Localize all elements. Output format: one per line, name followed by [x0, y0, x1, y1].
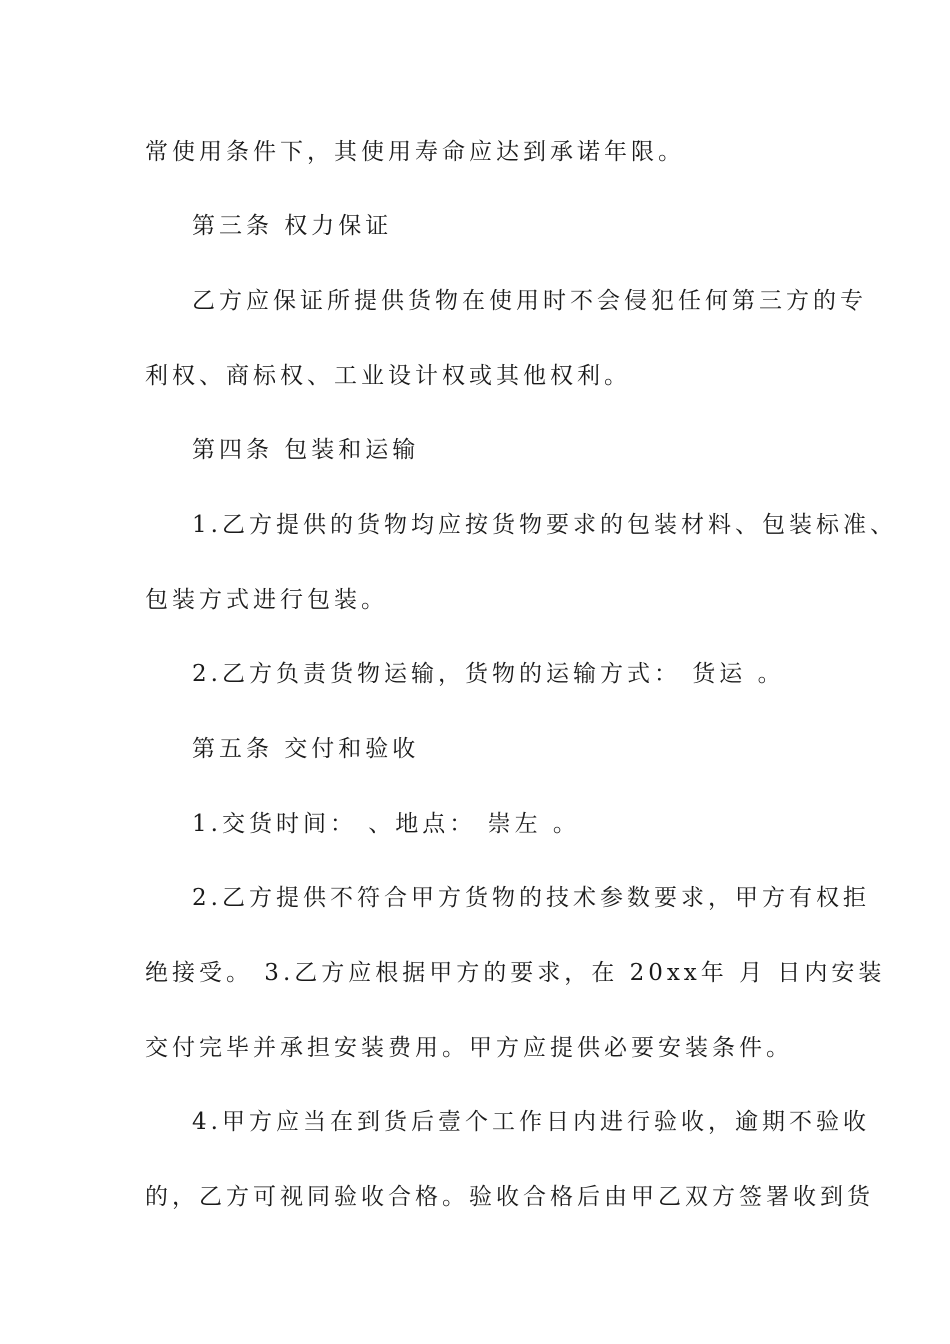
paragraph-line: 乙方应保证所提供货物在使用时不会侵犯任何第三方的专	[192, 288, 867, 314]
paragraph-line: 常使用条件下，其使用寿命应达到承诺年限。	[145, 139, 685, 165]
paragraph-line: 2.乙方提供不符合甲方货物的技术参数要求，甲方有权拒	[192, 885, 870, 911]
paragraph-line: 绝接受。 3.乙方应根据甲方的要求，在 20xx年 月 日内安装	[145, 960, 886, 986]
paragraph-line: 2.乙方负责货物运输，货物的运输方式： 货运 。	[192, 661, 785, 687]
section-heading: 第三条 权力保证	[192, 213, 393, 239]
paragraph-line: 利权、商标权、工业设计权或其他权利。	[145, 363, 631, 389]
paragraph-line: 1.乙方提供的货物均应按货物要求的包装材料、包装标准、	[192, 512, 897, 538]
paragraph-line: 4.甲方应当在到货后壹个工作日内进行验收，逾期不验收	[192, 1109, 870, 1135]
paragraph-line: 的，乙方可视同验收合格。验收合格后由甲乙双方签署收到货	[145, 1184, 874, 1210]
section-heading: 第四条 包装和运输	[192, 437, 420, 463]
paragraph-line: 包装方式进行包装。	[145, 587, 388, 613]
paragraph-line: 交付完毕并承担安装费用。甲方应提供必要安装条件。	[145, 1035, 793, 1061]
paragraph-line: 1.交货时间： 、地点： 崇左 。	[192, 811, 580, 837]
section-heading: 第五条 交付和验收	[192, 736, 420, 762]
